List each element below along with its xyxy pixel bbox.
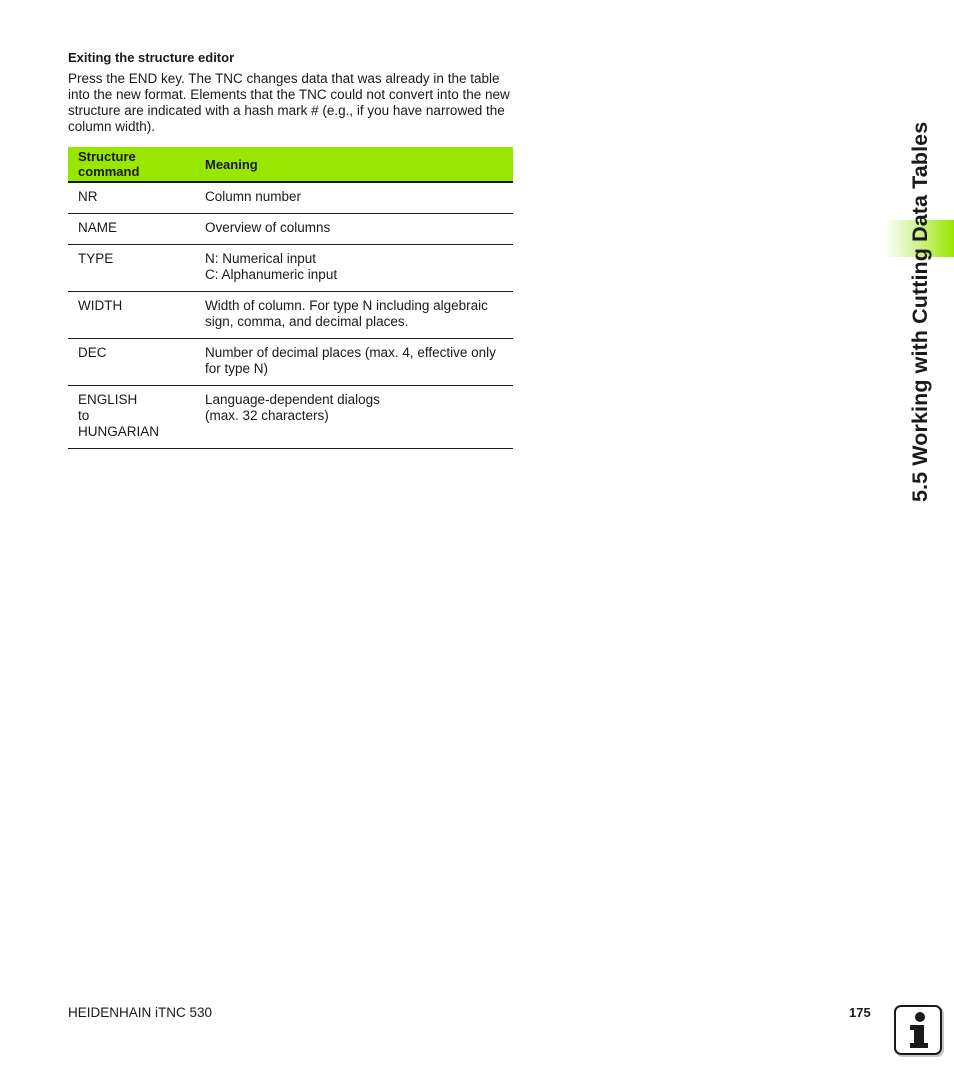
command-cell: NAME xyxy=(68,214,195,245)
command-cell: TYPE xyxy=(68,245,195,292)
meaning-cell: Language-dependent dialogs (max. 32 characters) xyxy=(195,386,513,449)
command-cell: ENGLISH to HUNGARIAN xyxy=(68,386,195,449)
command-cell: WIDTH xyxy=(68,292,195,339)
intro-paragraph: Press the END key. The TNC changes data that was already in the table into the new format. Elements that the TNC could not convert into the new structure are indicated with a hash mark # (e.g., if you have narrowed the column width). xyxy=(68,71,510,134)
meaning-cell: Overview of columns xyxy=(195,214,513,245)
info-icon xyxy=(894,1005,942,1055)
table-row xyxy=(68,339,513,386)
page-number: 175 xyxy=(849,1005,871,1020)
meaning-cell: Number of decimal places (max. 4, effective only for type N) xyxy=(195,339,513,386)
header-meaning: Meaning xyxy=(195,147,513,182)
table-row xyxy=(68,214,513,245)
footer-product-name: HEIDENHAIN iTNC 530 xyxy=(68,1005,213,1020)
structure-command-table xyxy=(68,147,513,449)
chapter-side-title: 5.5 Working with Cutting Data Tables xyxy=(908,121,932,502)
header-structure-command: Structure command xyxy=(68,147,195,182)
table-row xyxy=(68,292,513,339)
meaning-cell: Width of column. For type N including algebraic sign, comma, and decimal places. xyxy=(195,292,513,339)
command-cell: DEC xyxy=(68,339,195,386)
meaning-cell: N: Numerical input C: Alphanumeric input xyxy=(195,245,513,292)
command-cell: NR xyxy=(68,182,195,214)
section-heading: Exiting the structure editor xyxy=(68,50,235,65)
table-row xyxy=(68,182,513,214)
table-row xyxy=(68,245,513,292)
table-header-row xyxy=(68,147,513,182)
table-row xyxy=(68,386,513,449)
meaning-cell: Column number xyxy=(195,182,513,214)
